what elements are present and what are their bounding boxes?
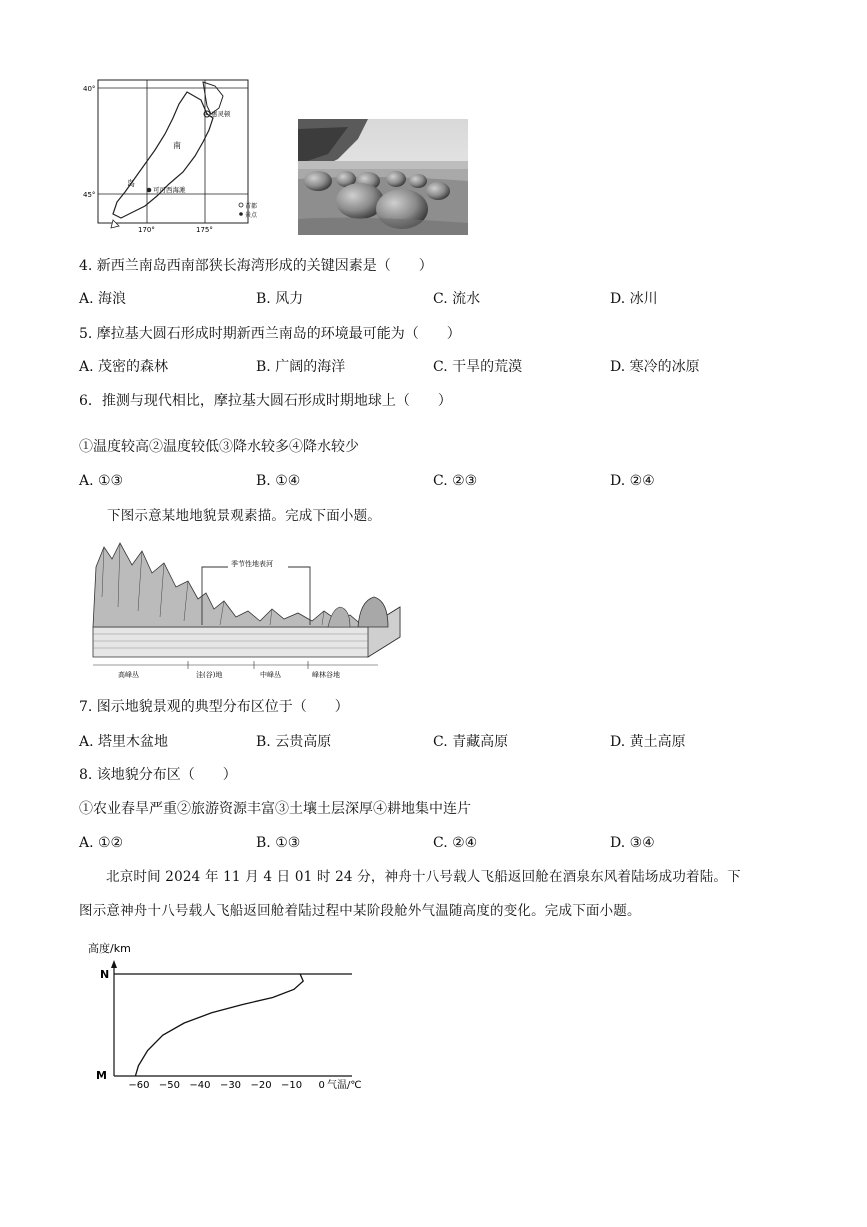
q4-option-b[interactable]: B. 风力 [256, 291, 304, 307]
intro-shenzhou-line-2: 图示意神舟十八号载人飞船返回舱着陆过程中某阶段舱外气温随高度的变化。完成下面小题。 [79, 903, 641, 919]
label-high-peak-cluster: 高峰丛 [118, 671, 139, 679]
q5-option-c[interactable]: C. 干旱的荒漠 [433, 359, 523, 375]
lat-bottom-label: 45° [83, 191, 96, 199]
q4-option-a[interactable]: A. 海浪 [79, 291, 127, 307]
site-label: 可可西海滩 [153, 186, 186, 194]
q5-option-d[interactable]: D. 寒冷的冰原 [610, 359, 700, 375]
lon-left-label: 170° [138, 226, 155, 234]
question-4-stem: 4. 新西兰南岛西南部狭长海湾形成的关键因素是（ ） [79, 258, 433, 274]
x-tick-label: −20 [250, 1080, 272, 1091]
x-tick-label: −30 [219, 1080, 242, 1091]
y-axis-label: 高度/km [88, 942, 131, 955]
temperature-altitude-chart [84, 938, 374, 1090]
legend-site: 景点 [245, 212, 258, 219]
lat-top-label: 40° [83, 85, 96, 93]
site-marker [147, 188, 152, 193]
x-tick-label: −60 [128, 1080, 150, 1091]
y-tick-m: M [96, 1069, 107, 1082]
new-zealand-south-island-map [83, 78, 258, 234]
island-char-1: 南 [173, 141, 181, 150]
q4-option-d[interactable]: D. 冰川 [610, 291, 658, 307]
karst-landform-sketch [88, 537, 406, 682]
q8-option-a[interactable]: A. ①② [79, 835, 124, 851]
q7-option-b[interactable]: B. 云贵高原 [256, 734, 332, 750]
q8-option-d[interactable]: D. ③④ [610, 835, 655, 851]
label-mid-peak-cluster: 中峰丛 [260, 671, 281, 679]
legend-capital: 首都 [245, 203, 258, 210]
x-tick-label: 0 [318, 1080, 325, 1091]
x-tick-label: −50 [158, 1080, 181, 1091]
island-char-2: 岛 [127, 179, 135, 188]
q6-option-b[interactable]: B. ①④ [256, 473, 301, 489]
capital-label: 惠灵顿 [211, 110, 231, 118]
label-peak-forest-valley: 峰林谷地 [312, 671, 340, 679]
question-5-stem: 5. 摩拉基大圆石形成时期新西兰南岛的环境最可能为（ ） [79, 326, 461, 342]
q6-option-d[interactable]: D. ②④ [610, 473, 655, 489]
q7-option-c[interactable]: C. 青藏高原 [433, 734, 509, 750]
q5-option-a[interactable]: A. 茂密的森林 [79, 359, 169, 375]
q6-choices: ①温度较高②温度较低③降水较多④降水较少 [79, 439, 359, 455]
x-axis-label: 气温/℃ [327, 1080, 362, 1091]
question-8-stem: 8. 该地貌分布区（ ） [79, 767, 237, 783]
lon-right-label: 175° [196, 226, 213, 234]
moeraki-boulders-photo [298, 119, 468, 235]
q6-option-a[interactable]: A. ①③ [79, 473, 124, 489]
intro-shenzhou-line-1: 北京时间 2024 年 11 月 4 日 01 时 24 分，神舟十八号载人飞船返回舱在酒泉东风着陆场成功着陆。下 [106, 869, 741, 885]
q8-choices: ①农业春旱严重②旅游资源丰富③土壤土层深厚④耕地集中连片 [79, 801, 471, 817]
intro-landform-sketch: 下图示意某地地貌景观素描。完成下面小题。 [107, 508, 381, 524]
q5-option-b[interactable]: B. 广阔的海洋 [256, 359, 346, 375]
question-6-stem: 6．推测与现代相比，摩拉基大圆石形成时期地球上（ ） [79, 393, 452, 409]
q4-option-c[interactable]: C. 流水 [433, 291, 481, 307]
x-tick-label: −40 [189, 1080, 211, 1091]
q7-option-a[interactable]: A. 塔里木盆地 [79, 734, 169, 750]
series-temperature-curve [135, 974, 303, 1076]
x-tick-label: −10 [280, 1080, 303, 1091]
seasonal-river-label: 季节性地表河 [231, 560, 273, 568]
q8-option-c[interactable]: C. ②④ [433, 835, 478, 851]
q8-option-b[interactable]: B. ①③ [256, 835, 301, 851]
y-axis-arrow [111, 960, 117, 968]
question-7-stem: 7. 图示地貌景观的典型分布区位于（ ） [79, 699, 349, 715]
label-depression: 洼(谷)地 [196, 671, 223, 679]
island-outline [113, 92, 213, 218]
y-tick-n: N [100, 968, 110, 981]
q6-option-c[interactable]: C. ②③ [433, 473, 478, 489]
q7-option-d[interactable]: D. 黄土高原 [610, 734, 686, 750]
